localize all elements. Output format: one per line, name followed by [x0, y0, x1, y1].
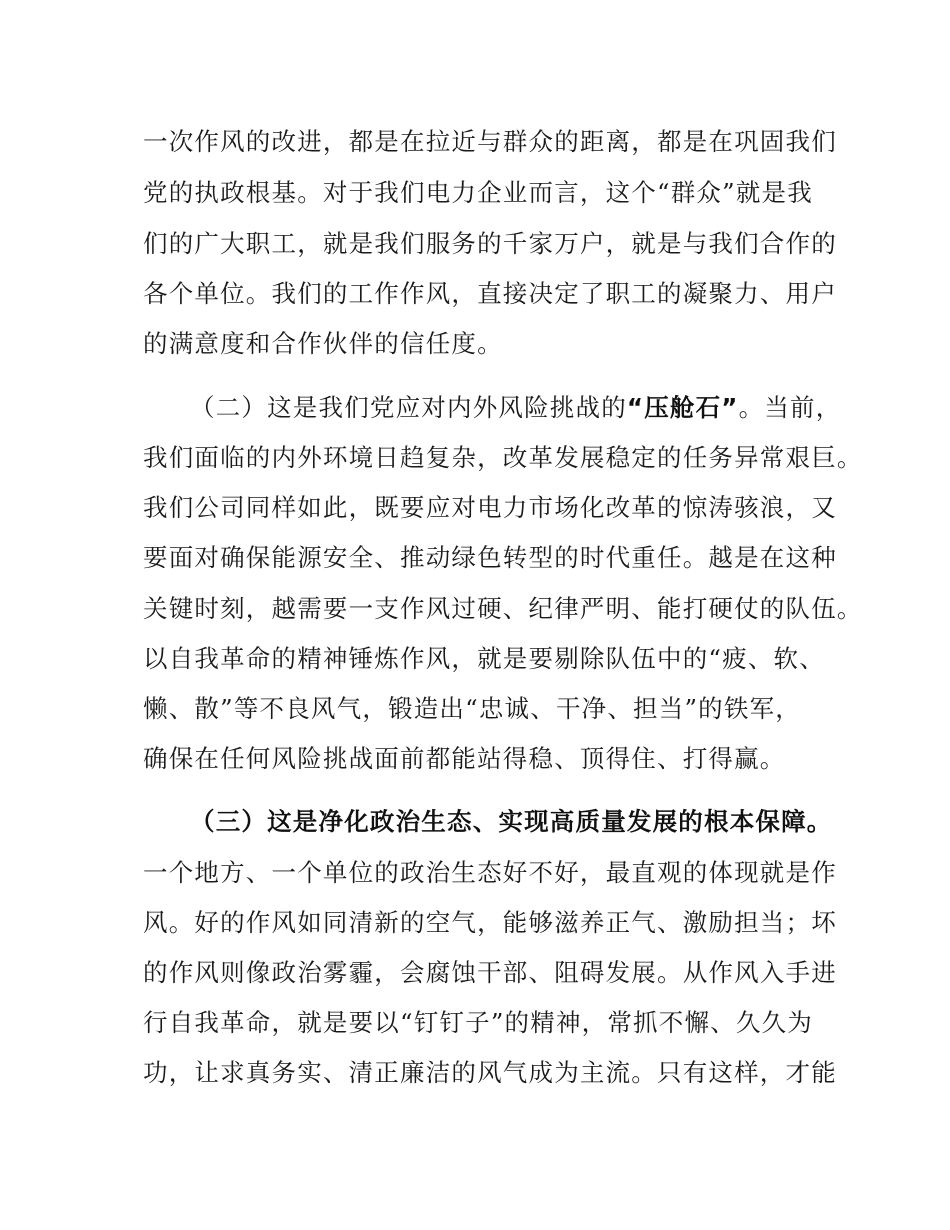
paragraph-line: 一次作风的改进，都是在拉近与群众的距离，都是在巩固我们 [143, 127, 837, 156]
paragraph-line: 以自我革命的精神锤炼作风，就是要剔除队伍中的“疲、软、 [143, 644, 825, 673]
heading-suffix: 。当前， [738, 393, 842, 422]
paragraph-line: 行自我革命，就是要以“钉钉子”的精神，常抓不懈、久久为 [143, 1008, 813, 1037]
paragraph-line: 风。好的作风如同清新的空气，能够滋养正气、激励担当；坏 [143, 908, 837, 937]
paragraph-line: 关键时刻，越需要一支作风过硬、纪律严明、能打硬仗的队伍。 [143, 594, 863, 623]
paragraph-line: 的作风则像政治雾霾，会腐蚀干部、阻碍发展。从作风入手进 [143, 958, 837, 987]
paragraph-line: 要面对确保能源安全、推动绿色转型的时代重任。越是在这种 [143, 543, 837, 572]
paragraph-line: 我们公司同样如此，既要应对电力市场化改革的惊涛骇浪，又 [143, 493, 837, 522]
paragraph-line: 我们面临的内外环境日趋复杂，改革发展稳定的任务异常艰巨。 [143, 443, 863, 472]
section-heading-two [190, 393, 841, 423]
paragraph-line: 懒、散”等不良风气，锻造出“忠诚、干净、担当”的铁军， [143, 694, 801, 723]
section-heading-three: （三）这是净化政治生态、实现高质量发展的根本保障。 [190, 807, 833, 836]
paragraph-line: 党的执政根基。对于我们电力企业而言，这个“群众”就是我 [143, 178, 813, 207]
heading-prefix: （二）这是我们党应对内外风险挑战的 [190, 393, 627, 422]
heading-emphasis: “压舱石” [626, 393, 739, 422]
paragraph-line: 们的广大职工，就是我们服务的千家万户，就是与我们合作的 [143, 229, 837, 258]
paragraph-line: 各个单位。我们的工作作风，直接决定了职工的凝聚力、用户 [143, 279, 837, 308]
paragraph-line: 的满意度和合作伙伴的信任度。 [143, 329, 503, 358]
paragraph-line: 一个地方、一个单位的政治生态好不好，最直观的体现就是作 [143, 858, 837, 887]
paragraph-line: 功，让求真务实、清正廉洁的风气成为主流。只有这样，才能 [143, 1058, 837, 1087]
paragraph-line: 确保在任何风险挑战面前都能站得稳、顶得住、打得赢。 [143, 744, 786, 773]
